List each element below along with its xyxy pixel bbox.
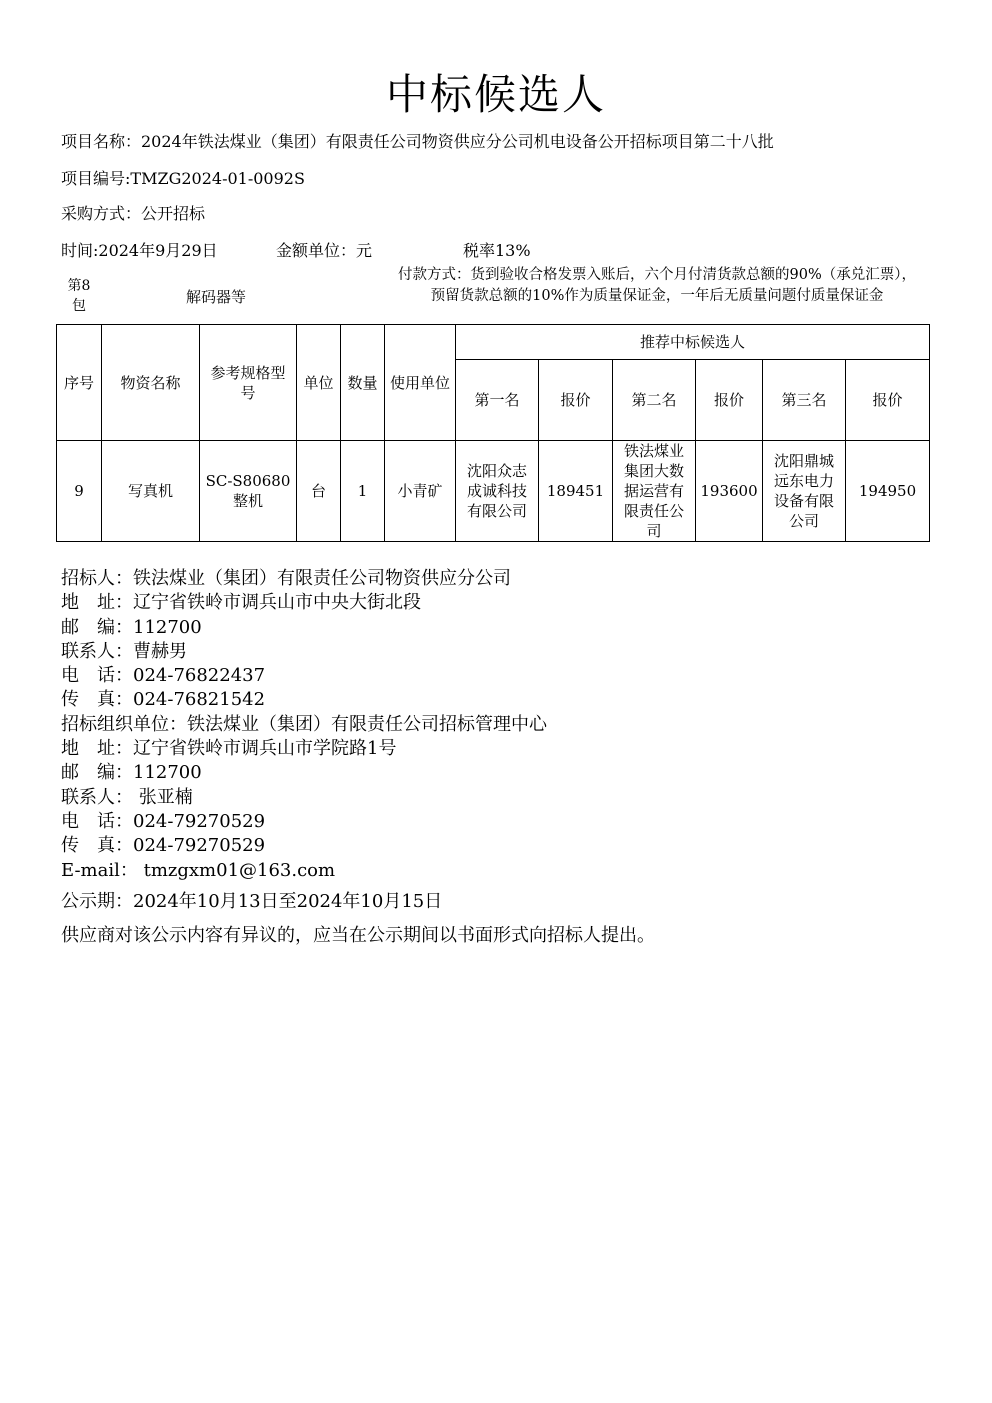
header-user-unit: 使用单位 bbox=[385, 325, 456, 441]
contact-block bbox=[61, 567, 547, 883]
tenderer-phone: 电 话：024-76822437 bbox=[61, 665, 266, 687]
second-candidate-text: 铁法煤业集团大数据运营有限责任公司 bbox=[623, 442, 684, 540]
cell-unit: 台 bbox=[297, 441, 341, 542]
header-spec: 参考规格型号 bbox=[200, 325, 297, 441]
agency-name: 招标组织单位：铁法煤业（集团）有限责任公司招标管理中心 bbox=[61, 713, 547, 735]
agency-email: E-mail： tmzgxm01@163.com bbox=[61, 859, 336, 881]
agency-postcode: 邮 编：112700 bbox=[61, 762, 202, 784]
header-third: 第三名 bbox=[763, 360, 846, 441]
header-price-1: 报价 bbox=[539, 360, 613, 441]
tenderer-contact: 联系人：曹赫男 bbox=[61, 640, 187, 662]
header-quantity: 数量 bbox=[341, 325, 385, 441]
header-first: 第一名 bbox=[456, 360, 539, 441]
cell-price-2: 193600 bbox=[696, 441, 763, 542]
project-code: 项目编号:TMZG2024-01-0092S bbox=[61, 169, 305, 188]
package-name: 解码器等 bbox=[186, 288, 247, 306]
cell-spec: SC-S80680整机 bbox=[200, 441, 297, 542]
table-row bbox=[57, 441, 930, 542]
agency-phone: 电 话：024-79270529 bbox=[61, 810, 266, 832]
cell-price-3: 194950 bbox=[846, 441, 930, 542]
tenderer-fax: 传 真：024-76821542 bbox=[61, 689, 266, 711]
cell-third-candidate: 沈阳鼎城远东电力设备有限公司 bbox=[763, 441, 846, 542]
candidate-table bbox=[56, 324, 930, 542]
date-label: 时间:2024年9月29日 bbox=[61, 241, 218, 260]
agency-fax: 传 真：024-79270529 bbox=[61, 835, 266, 857]
header-second: 第二名 bbox=[613, 360, 696, 441]
notice-period: 公示期：2024年10月13日至2024年10月15日 bbox=[61, 891, 443, 912]
tenderer-address: 地 址：辽宁省铁岭市调兵山市中央大街北段 bbox=[61, 592, 421, 614]
payment-terms: 付款方式：货到验收合格发票入账后，六个月付清货款总额的90%（承兑汇票），预留货款总额的10%作为质量保证金，一年后无质量问题付质量保证金 bbox=[398, 267, 916, 304]
header-recommended-candidates: 推荐中标候选人 bbox=[456, 325, 930, 360]
header-price-3: 报价 bbox=[846, 360, 930, 441]
cell-quantity: 1 bbox=[341, 441, 385, 542]
tax-rate-label: 税率13% bbox=[463, 241, 531, 260]
project-name: 项目名称：2024年铁法煤业（集团）有限责任公司物资供应分公司机电设备公开招标项目第二十八批 bbox=[61, 132, 774, 151]
tenderer-name: 招标人：铁法煤业（集团）有限责任公司物资供应分公司 bbox=[61, 568, 511, 589]
tenderer-postcode: 邮 编：112700 bbox=[61, 616, 202, 638]
cell-price-1: 189451 bbox=[539, 441, 613, 542]
objection-notice: 供应商对该公示内容有异议的，应当在公示期间以书面形式向招标人提出。 bbox=[61, 925, 655, 946]
header-item-name: 物资名称 bbox=[102, 325, 200, 441]
cell-index: 9 bbox=[57, 441, 102, 542]
cell-first-candidate: 沈阳众志成诚科技有限公司 bbox=[456, 441, 539, 542]
cell-second-candidate bbox=[613, 441, 696, 542]
cell-user-unit: 小青矿 bbox=[385, 441, 456, 542]
header-unit: 单位 bbox=[297, 325, 341, 441]
package-number: 第8包 bbox=[67, 278, 91, 314]
cell-item-name: 写真机 bbox=[102, 441, 200, 542]
page-title: 中标候选人 bbox=[385, 70, 606, 119]
header-price-2: 报价 bbox=[696, 360, 763, 441]
currency-label: 金额单位：元 bbox=[276, 241, 373, 260]
procurement-method: 采购方式：公开招标 bbox=[61, 204, 206, 223]
header-index: 序号 bbox=[57, 325, 102, 441]
agency-address: 地 址：辽宁省铁岭市调兵山市学院路1号 bbox=[61, 738, 397, 760]
agency-contact: 联系人： 张亚楠 bbox=[61, 786, 193, 808]
